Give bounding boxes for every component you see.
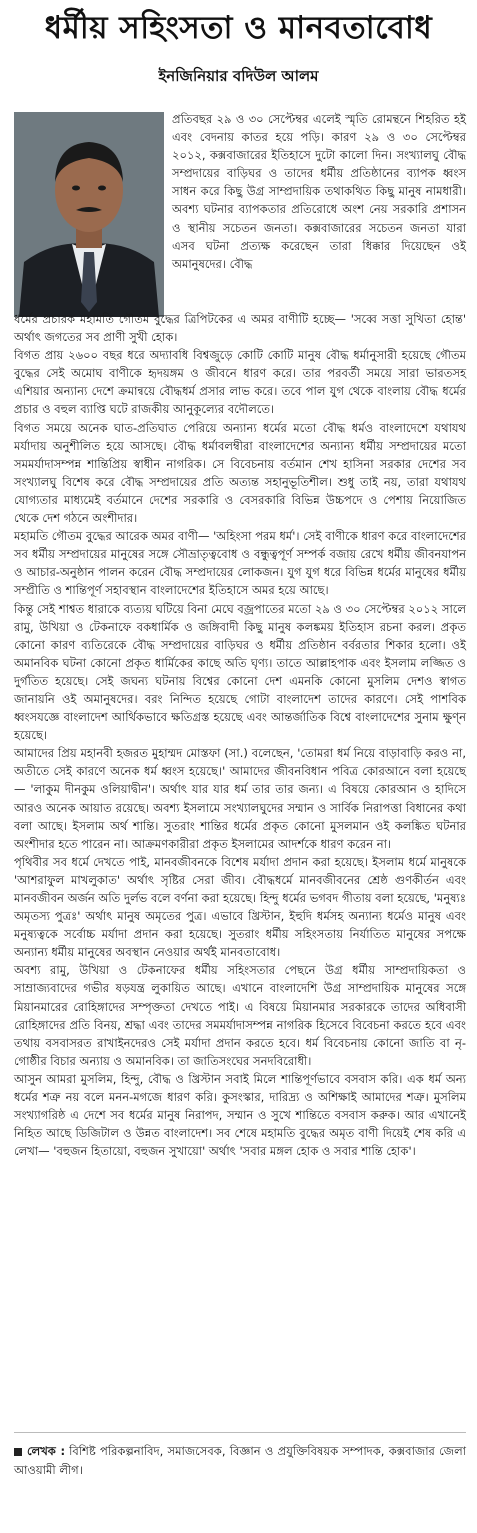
author-note-label: লেখক : [27,1444,66,1458]
author-photo [14,112,164,317]
article-title: ধর্মীয় সহিংসতা ও মানবতাবোধ [44,10,433,46]
body-paragraph-8: অবশ্য রামু, উখিয়া ও টেকনাফের ধর্মীয় সহিংসতার পেছনে উগ্র ধর্মীয় সাম্প্রদায়িকতা ও সাম্রাজ্যবাদের গভীর ষড়যন্ত্র লুকায়িত আছে। এখানে বাংলাদেশি উগ্র সাম্প্রদায়িক মানুষের সঙ্গে মিয়ানমারের রোহিঙ্গাদের সম্পৃক্ততা দেখতে পাই। এ বিষয়ে মিয়ানমার সরকারকে তাদের অধিবাসী রোহিঙ্গাদের প্রতি বিনয়, শ্রদ্ধা এবং তাদের সমমর্যাদাসম্পন্ন নাগরিক হিসেবে বিবেচনা করতে হবে এবং তথায় বসবাসরত রাখাইনদেরও সেই মর্যাদা প্রদান করতে হবে। ধর্ম বিবেচনায় কোনো জাতি বা নৃ-গোষ্ঠীর বিচার অন্যায় ও অমানবিক। তা জাতিসংঘের সনদবিরোধী। [14,963,466,1068]
intro-paragraph: প্রতিবছর ২৯ ও ৩০ সেপ্টেম্বর এলেই স্মৃতি রোমন্থনে শিহরিত হই এবং বেদনায় কাতর হয়ে পড়ি। কারণ ২৯ ও ৩০ সেপ্টেম্বর ২০১২, কক্সবাজারের ইতিহাসে দুটো কালো দিন। সংখ্যালঘু বৌদ্ধ সম্প্রদায়ের বাড়িঘর ও তাদের ধর্মীয় প্রতিষ্ঠানের ব্যাপক ধ্বংস সাধন করে কিছু উগ্র সাম্প্রদায়িক তথাকথিত কিছু মানুষ নামধারী। অবশ্য ঘটনার ব্যাপকতার প্রতিরোধে অংশ নেয় সরকারি প্রশাসন ও স্থানীয় সচেতন জনতা। কক্সবাজারের সচেতন জনতা যারা এসব ঘটনা প্রত্যক্ষ করেছেন তারা ধিক্কার দিয়েছেন ওই অমানুষদের। বৌদ্ধ [172,112,466,271]
author-note [14,1442,466,1480]
author-byline: ইনজিনিয়ার বদিউল আলম [158,67,319,85]
author-note-text: বিশিষ্ট পরিকল্পনাবিদ, সমাজসেবক, বিজ্ঞান ও প্রযুক্তিবিষয়ক সম্পাদক, কক্সবাজার জেলা আওয়ামী লীগ। [14,1444,466,1477]
body-paragraph-9: আসুন আমরা মুসলিম, হিন্দু, বৌদ্ধ ও খ্রিস্টান সবাই মিলে শান্তিপূর্ণভাবে বসবাস করি। এক ধর্ম অন্য ধর্মের শত্রু নয় বলে মনন-মগজে ধারণ করি। কুসংস্কার, দারিদ্র্য ও অশিক্ষাই আমাদের শত্রু। মুসলিম সংখ্যাগরিষ্ঠ এ দেশে সব ধর্মের মানুষ নিরাপদ, সম্মান ও সুখে শান্তিতে বসবাস করুক। আর এখানেই নিহিত আছে ডিজিটাল ও উন্নত বাংলাদেশ। সব শেষে মহামতি বুদ্ধের অমৃত বাণী দিয়েই শেষ করি এ লেখা— 'বহুজন হিতায়ো, বহুজন সুখায়ো' অর্থাৎ 'সবার মঙ্গল হোক ও সবার শান্তি হোক'। [14,1071,466,1159]
body-paragraph-3: বিগত সময়ে অনেক ঘাত-প্রতিঘাত পেরিয়ে অন্যান্য ধর্মের মতো বৌদ্ধ ধর্মও বাংলাদেশে যথাযথ মর্যাদায় অনুশীলিত হয়ে আসছে। বৌদ্ধ ধর্মাবলম্বীরা বাংলাদেশের অন্যান্য ধর্মীয় সম্প্রদায়ের মতো সমমর্যাদাসম্পন্ন শান্তিপ্রিয় স্বাধীন নাগরিক। সে বিবেচনায় বর্তমান শেখ হাসিনা সরকার দেশের সব সংখ্যালঘু বিশেষ করে বৌদ্ধ সম্প্রদায়ের প্রতি অত্যন্ত সহানুভূতিশীল। শুধু তাই নয়, তারা যথাযথ যোগ্যতার মাধ্যমেই বর্তমানে দেশের সরকারি ও বেসরকারি বিভিন্ন উচ্চপদে ও পেশায় নিয়োজিত থেকে দেশ গঠনে অংশীদার। [14,420,466,526]
footer-divider [14,1432,466,1433]
author-portrait-image [14,112,164,317]
body-paragraph-1: ধর্মের প্রচারক মহামতি গৌতম বুদ্ধের ত্রিপিটকের এ অমর বাণীটি হচ্ছে— 'সব্বে সত্তা সুখিতা হোন্ত' অর্থাৎ জগতের সব প্রাণী সুখী হোক। [14,312,466,345]
body-paragraph-4: মহামতি গৌতম বুদ্ধের আরেক অমর বাণী— 'অহিংসা পরম ধর্ম'। সেই বাণীকে ধারণ করে বাংলাদেশের সব ধর্মীয় সম্প্রদায়ের মানুষের সঙ্গে সৌভ্রাতৃত্ববোধ ও বন্ধুত্বপূর্ণ সম্পর্ক বজায় রেখে ধর্মীয় জীবনযাপন ও আচার-অনুষ্ঠান পালন করেন বৌদ্ধ সম্প্রদায়ের লোকজন। যুগ যুগ ধরে বিভিন্ন ধর্মের মানুষের ধর্মীয় সম্প্রীতি ও শান্তিপূর্ণ সহাবস্থান বাংলাদেশের ইতিহাসে অমর হয়ে আছে। [14,529,466,598]
article-body [14,310,466,1160]
body-paragraph-7: পৃথিবীর সব ধর্মে দেখতে পাই, মানবজীবনকে বিশেষ মর্যাদা প্রদান করা হয়েছে। ইসলাম ধর্মে মানুষকে 'আশরাফুল মাখলুকাত' অর্থাৎ সৃষ্টির সেরা জীব। বৌদ্ধধর্মে মানবজীবনের শ্রেষ্ঠ গুণকীর্তন এবং মানবজীবন অর্জন অতি দুর্লভ বলে বর্ণনা করা হয়েছে। হিন্দু ধর্মের ভগবদ গীতায় বলা হয়েছে, 'মনুষ্যঃ অমৃতস্য পুত্রঃ' অর্থাৎ মানুষ অমৃতের পুত্র। এভাবে খ্রিস্টান, ইহুদি ধর্মসহ অন্যান্য ধর্মেও মানুষ এবং মনুষ্যত্বকে সর্বোচ্চ মর্যাদা প্রদান করা হয়েছে। সুতরাং ধর্মীয় সহিংসতায় নির্যাতিত মানুষের সপক্ষে অন্যান্য ধর্মীয় মানুষের অবস্থান নেওয়ার অর্থই মানবতাবোধ। [14,854,466,960]
square-bullet-icon [14,1448,22,1456]
body-paragraph-2: বিগত প্রায় ২৬০০ বছর ধরে অদ্যাবধি বিশ্বজুড়ে কোটি কোটি মানুষ বৌদ্ধ ধর্মানুসারী হয়েছে গৌতম বুদ্ধের সেই অমোঘ বাণীকে হৃদয়ঙ্গম ও জীবনে ধারণ করে। তার পরবর্তী সময়ে সারা ভারতসহ এশিয়ার অন্যান্য দেশে ক্রমান্বয়ে বৌদ্ধধর্ম প্রসার লাভ করে। তবে পাল যুগ থেকে বাংলায় বৌদ্ধ ধর্মের প্রচার ও বহুল ব্যাপ্তি ঘটে রাজকীয় আনুকূল্যের বদৌলতে। [14,348,466,417]
article-intro [172,110,466,273]
body-paragraph-5: কিন্তু সেই শাশ্বত ধারাকে ব্যত্যয় ঘটিয়ে বিনা মেঘে বজ্রপাতের মতো ২৯ ও ৩০ সেপ্টেম্বর ২০১২ সালে রামু, উখিয়া ও টেকনাফে বকধার্মিক ও জঙ্গিবাদী কিছু মানুষ কলঙ্কময় ইতিহাস রচনা করল। প্রকৃত কোনো কারণ ব্যতিরেকে বৌদ্ধ সম্প্রদায়ের বাড়িঘর ও ধর্মীয় প্রতিষ্ঠান বর্বরতার শিকার হলো। ওই অমানবিক ঘটনা কোনো প্রকৃত ধার্মিকের কাছে অতি ঘৃণ্য। তাতে আল্লাহপাক এবং ইসলাম লজ্জিত ও দুর্গতিত হয়েছে। সেই জঘন্য ঘটনায় বিশ্বের কোনো দেশ এমনকি কোনো মুসলিম দেশও স্বাগত জানায়নি ওই অমানুষদের। বরং নিন্দিত হয়েছে গোটা বাংলাদেশ তাদের কারণে। সেই পাশবিক ধ্বংসযজ্ঞে বাংলাদেশ আর্থিকভাবে ক্ষতিগ্রস্ত হয়েছে এবং আন্তর্জাতিক বিশ্বে বাংলাদেশের সুনাম ক্ষুণ্ন হয়েছে। [14,601,466,743]
body-paragraph-6: আমাদের প্রিয় মহানবী হজরত মুহাম্মদ মোস্তফা (সা.) বলেছেন, 'তোমরা ধর্ম নিয়ে বাড়াবাড়ি করও না, অতীতে সেই কারণে অনেক ধর্ম ধ্বংস হয়েছে।' আমাদের জীবনবিধান পবিত্র কোরআনে বলা হয়েছে— 'লাকুম দীনকুম ওলিয়াদ্বীন'। অর্থাৎ যার যার ধর্ম তার তার জন্য। এ বিষয়ে কোরআন ও হাদিসে আরও অনেক আয়াত রয়েছে। অবশ্য ইসলামে সংখ্যালঘুদের সম্মান ও সার্বিক নিরাপত্তা বিধানের কথা বলা আছে। ইসলাম অর্থ শান্তি। সুতরাং শান্তির ধর্মের প্রকৃত কোনো মুসলমান ওই কলঙ্কিত ঘটনার অংশীদার হতে পারেন না। আক্রমণকারীরা প্রকৃত ইসলামের আদর্শকে ধারণ করেন না। [14,746,466,851]
